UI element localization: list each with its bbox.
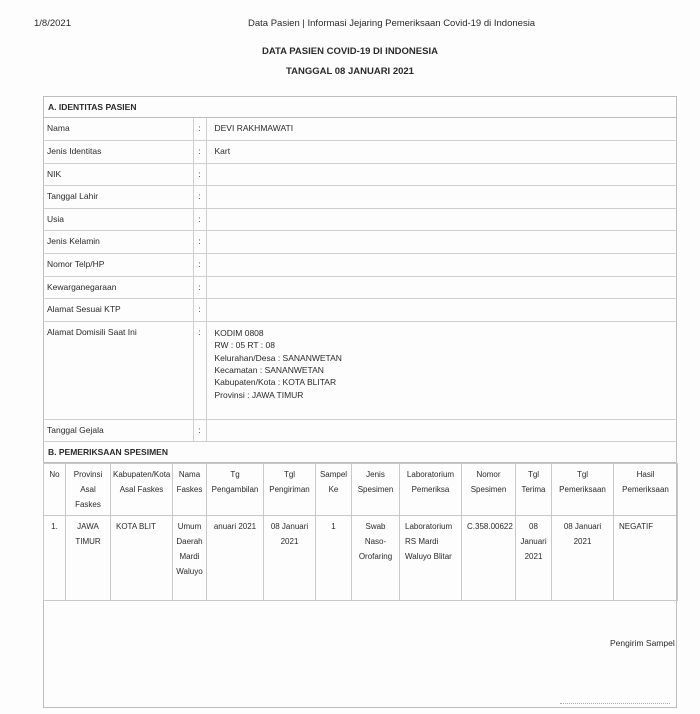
column-header: Laboratorium Pemeriksa: [400, 464, 462, 516]
field-label: Jenis Identitas: [43, 141, 193, 164]
specimen-cell: 1: [316, 516, 352, 601]
field-label: Tanggal Lahir: [43, 186, 193, 209]
identity-row: [43, 141, 677, 164]
field-colon: :: [193, 419, 206, 442]
identity-row: [43, 163, 677, 186]
field-value: [206, 231, 677, 254]
field-value: [206, 276, 677, 299]
field-value: [206, 208, 677, 231]
field-value: Kart: [206, 141, 677, 164]
identity-row: [43, 118, 677, 141]
identity-row: [43, 231, 677, 254]
section-patient-identity: [43, 96, 677, 442]
field-colon: :: [193, 321, 206, 419]
address-line: Provinsi : JAWA TIMUR: [214, 389, 304, 400]
identity-row: [43, 299, 677, 322]
field-value: [206, 186, 677, 209]
address-line: Kelurahan/Desa : SANANWETAN: [214, 352, 342, 363]
field-value: [206, 163, 677, 186]
print-date: 1/8/2021: [34, 18, 71, 29]
column-header: No: [44, 464, 66, 516]
column-header: Sampel Ke: [316, 464, 352, 516]
field-colon: :: [193, 141, 206, 164]
specimen-cell: Umum Daerah Mardi Waluyo: [173, 516, 207, 601]
print-source: Data Pasien | Informasi Jejaring Pemeriksaan Covid-19 di Indonesia: [248, 18, 536, 29]
column-header: Kabupaten/Kota Asal Faskes: [111, 464, 173, 516]
specimen-cell: Laboratorium RS Mardi Waluyo Blitar: [400, 516, 462, 601]
column-header: Tgl Terima: [516, 464, 552, 516]
identity-table: [43, 118, 677, 442]
specimen-row: [44, 516, 678, 601]
column-header: Nomor Spesimen: [462, 464, 516, 516]
column-header: Nama Faskes: [173, 464, 207, 516]
field-value: [206, 254, 677, 277]
column-header: Hasil Pemeriksaan: [614, 464, 678, 516]
specimen-cell: 1.: [44, 516, 66, 601]
field-colon: :: [193, 299, 206, 322]
field-colon: :: [193, 208, 206, 231]
identity-row: [43, 208, 677, 231]
field-label: NIK: [43, 163, 193, 186]
field-label: Nomor Telp/HP: [43, 254, 193, 277]
column-header: Tgl Pengiriman: [264, 464, 316, 516]
field-label: Nama: [43, 118, 193, 141]
identity-row: [43, 254, 677, 277]
specimen-cell: JAWA TIMUR: [66, 516, 111, 601]
specimen-cell: 08 Januari 2021: [516, 516, 552, 601]
field-value: [206, 419, 677, 442]
specimen-cell: Swab Naso-Orofaring: [352, 516, 400, 601]
field-label: Alamat Sesuai KTP: [43, 299, 193, 322]
specimen-table: [43, 463, 678, 601]
specimen-cell: NEGATIF: [614, 516, 678, 601]
identity-row-symptom-date: [43, 419, 677, 442]
field-label: Alamat Domisili Saat Ini: [43, 321, 193, 419]
column-header: Tg Pengambilan: [207, 464, 264, 516]
identity-row: [43, 276, 677, 299]
specimen-cell: 08 Januari 2021: [264, 516, 316, 601]
domicile-address: [206, 321, 677, 419]
specimen-cell: KOTA BLIT: [111, 516, 173, 601]
address-line: Kabupaten/Kota : KOTA BLITAR: [214, 377, 337, 388]
field-label: Tanggal Gejala: [43, 419, 193, 442]
identity-row: [43, 186, 677, 209]
section-specimen-examination: [43, 441, 677, 601]
field-colon: :: [193, 118, 206, 141]
specimen-cell: C.358.00622: [462, 516, 516, 601]
field-colon: :: [193, 186, 206, 209]
field-colon: :: [193, 163, 206, 186]
field-label: Jenis Kelamin: [43, 231, 193, 254]
document-title: DATA PASIEN COVID-19 DI INDONESIA: [262, 46, 438, 57]
field-colon: :: [193, 254, 206, 277]
field-colon: :: [193, 231, 206, 254]
section-b-heading: B. PEMERIKSAAN SPESIMEN: [43, 441, 677, 463]
column-header: Provinsi Asal Faskes: [66, 464, 111, 516]
column-header: Jenis Spesimen: [352, 464, 400, 516]
field-label: Usia: [43, 208, 193, 231]
field-colon: :: [193, 276, 206, 299]
address-line: Kecamatan : SANANWETAN: [214, 365, 324, 376]
field-value: DEVI RAKHMAWATI: [206, 118, 677, 141]
section-a-heading: A. IDENTITAS PASIEN: [43, 96, 677, 118]
sender-label: Pengirim Sampel: [610, 638, 675, 648]
address-line: KODIM 0808: [214, 327, 264, 338]
field-value: [206, 299, 677, 322]
identity-row-domicile: [43, 321, 677, 419]
specimen-cell: 08 Januari 2021: [552, 516, 614, 601]
document-date-title: TANGGAL 08 JANUARI 2021: [286, 66, 414, 77]
column-header: Tgl Pemeriksaan: [552, 464, 614, 516]
field-label: Kewarganegaraan: [43, 276, 193, 299]
signature-line: [560, 703, 670, 704]
specimen-cell: anuari 2021: [207, 516, 264, 601]
address-line: RW : 05 RT : 08: [214, 340, 275, 351]
